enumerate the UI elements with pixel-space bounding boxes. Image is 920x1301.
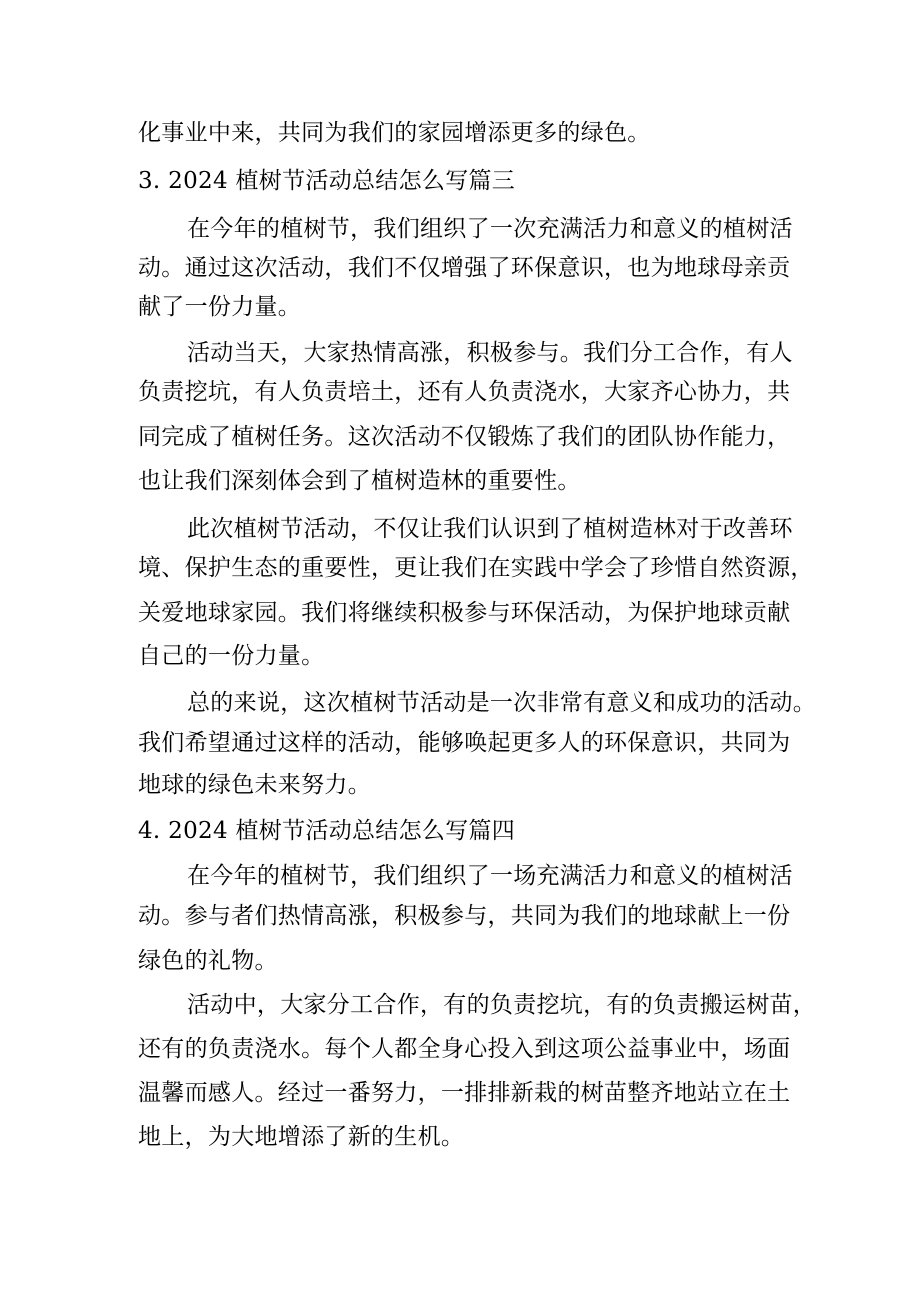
section3-heading: 3. 2024 植树节活动总结怎么写篇三 bbox=[138, 168, 516, 194]
s3-p2-line1: 活动当天，大家热情高涨，积极参与。我们分工合作，有人 bbox=[187, 340, 793, 366]
continuation-line: 化事业中来，共同为我们的家园增添更多的绿色。 bbox=[138, 120, 651, 146]
s3-p3-line4: 自己的一份力量。 bbox=[138, 643, 325, 669]
s3-p1-line2: 动。通过这次活动，我们不仅增强了环保意识，也为地球母亲贡 bbox=[138, 255, 791, 281]
s3-p4-line3: 地球的绿色未来努力。 bbox=[138, 772, 371, 798]
s3-p2-line3: 同完成了植树任务。这次活动不仅锻炼了我们的团队协作能力， bbox=[138, 424, 791, 450]
section4-heading: 4. 2024 植树节活动总结怎么写篇四 bbox=[138, 818, 516, 844]
s3-p3-line3: 关爱地球家园。我们将继续积极参与环保活动，为保护地球贡献 bbox=[138, 600, 791, 626]
s3-p3-line1: 此次植树节活动，不仅让我们认识到了植树造林对于改善环 bbox=[187, 516, 793, 542]
s4-p1-line2: 动。参与者们热情高涨，积极参与，共同为我们的地球献上一份 bbox=[138, 903, 791, 929]
s3-p1-line1: 在今年的植树节，我们组织了一次充满活力和意义的植树活 bbox=[187, 216, 793, 242]
s3-p4-line1: 总的来说，这次植树节活动是一次非常有意义和成功的活动。 bbox=[187, 690, 817, 716]
s4-p2-line4: 地上，为大地增添了新的生机。 bbox=[138, 1124, 465, 1150]
s4-p2-line1: 活动中，大家分工合作，有的负责挖坑，有的负责搬运树苗， bbox=[187, 992, 817, 1018]
s3-p3-line2: 境、保护生态的重要性，更让我们在实践中学会了珍惜自然资源， bbox=[138, 555, 814, 581]
s3-p1-line3: 献了一份力量。 bbox=[138, 294, 302, 320]
s4-p2-line3: 温馨而感人。经过一番努力，一排排新栽的树苗整齐地站立在土 bbox=[138, 1080, 791, 1106]
s3-p4-line2: 我们希望通过这样的活动，能够唤起更多人的环保意识，共同为 bbox=[138, 730, 791, 756]
s3-p2-line2: 负责挖坑，有人负责培土，还有人负责浇水，大家齐心协力，共 bbox=[138, 379, 791, 405]
s4-p1-line1: 在今年的植树节，我们组织了一场充满活力和意义的植树活 bbox=[187, 863, 793, 889]
s3-p2-line4: 也让我们深刻体会到了植树造林的重要性。 bbox=[138, 468, 581, 494]
s4-p2-line2: 还有的负责浇水。每个人都全身心投入到这项公益事业中，场面 bbox=[138, 1036, 791, 1062]
s4-p1-line3: 绿色的礼物。 bbox=[138, 948, 278, 974]
